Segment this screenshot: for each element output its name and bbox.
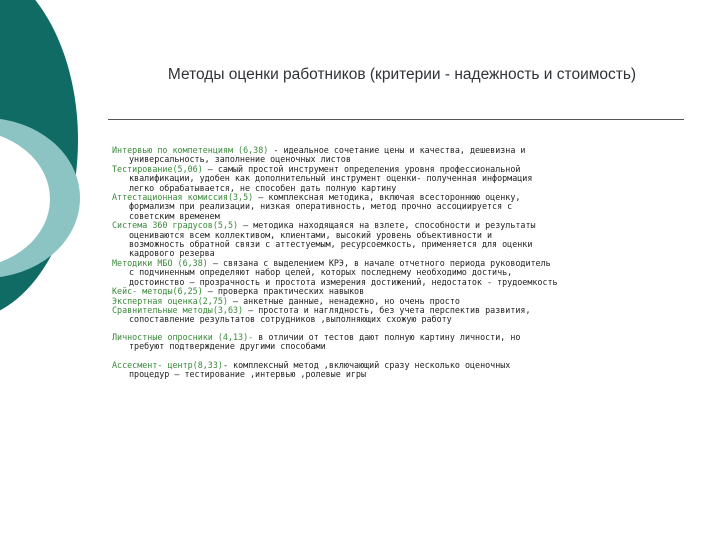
method-description: – связана с выделением КРЭ, в начале отчетного периода руководитель xyxy=(207,257,551,268)
method-description: – простота и наглядность, без учета перспектив развития, xyxy=(243,304,531,315)
method-description: - комплексный метод ,включающий сразу несколько оценочных xyxy=(222,359,511,370)
method-description: – анкетные данные, ненадежно, но очень просто xyxy=(227,295,460,306)
method-description: квалификации, удобен как дополнительный инструмент оценки- полученная информация xyxy=(129,173,533,184)
method-term: Тестирование(5,06) xyxy=(112,163,203,174)
method-description: кадрового резерва xyxy=(129,248,215,259)
method-term: Интервью по компетенциям (6,38) xyxy=(112,145,269,155)
slide-title: Методы оценки работников (критерии - надежность и стоимость) xyxy=(167,66,637,83)
list-item xyxy=(112,361,684,380)
list-item xyxy=(112,193,684,221)
method-description: – комплексная методика, включая всестороннюю оценку, xyxy=(253,192,521,203)
method-description: сопоставление результатов сотрудников ,выполняющих схожую работу xyxy=(129,314,452,325)
method-term: Кейс- методы(6,25) xyxy=(112,286,203,297)
method-term: Аттестационная комиссия(3,5) xyxy=(112,192,254,203)
method-term: Методики МБО (6,38) xyxy=(112,257,208,268)
method-description: формализм при реализации, низкая оперативность, метод прочно ассоциируется с xyxy=(129,201,513,212)
method-term: Система 360 градусов(5,5) xyxy=(112,220,239,231)
method-term: Личностные опросники (4,13)- xyxy=(112,331,254,342)
list-item xyxy=(112,165,684,193)
method-description: - идеальное сочетание цены и качества, дешевизна и xyxy=(268,145,526,155)
list-item xyxy=(112,146,684,165)
method-description: универсальность, заполнение оценочных листов xyxy=(129,154,351,165)
method-description: требуют подтверждение другими способами xyxy=(129,341,326,352)
list-item xyxy=(112,306,684,325)
list-item xyxy=(112,221,684,259)
method-description: советским временем xyxy=(129,210,220,221)
method-description: – самый простой инструмент определения уровня профессиональной xyxy=(202,163,521,174)
method-description: процедур – тестирование ,интервью ,ролевые игры xyxy=(129,368,366,379)
title-divider xyxy=(108,119,684,120)
method-description: возможность обратной связи с аттестуемым, ресурсоемкость, применяется для оценки xyxy=(129,239,533,250)
method-description: – методика находящаяся на взлете, способности и результаты xyxy=(238,220,536,231)
method-term: Экспертная оценка(2,75) xyxy=(112,295,228,306)
method-description: достоинство – прозрачность и простота измерения достижений, недостаток - трудоемкость xyxy=(129,276,558,287)
methods-list xyxy=(112,146,684,379)
list-item xyxy=(112,333,684,352)
list-item xyxy=(112,259,684,287)
method-description: в отличии от тестов дают полную картину личности, но xyxy=(253,331,521,342)
method-description: с подчиненным определяют набор целей, которых последнему необходимо достичь, xyxy=(129,267,513,278)
decorative-circles xyxy=(0,0,90,540)
method-term: Ассесмент- центр(8,33) xyxy=(112,359,223,370)
method-term: Сравнительные методы(3,63) xyxy=(112,304,244,315)
method-description: легко обрабатывается, не способен дать полную картину xyxy=(129,182,397,193)
method-description: – проверка практических навыков xyxy=(202,286,365,297)
method-description: оцениваются всем коллективом, клиентами, высокий уровень объективности и xyxy=(129,229,493,240)
